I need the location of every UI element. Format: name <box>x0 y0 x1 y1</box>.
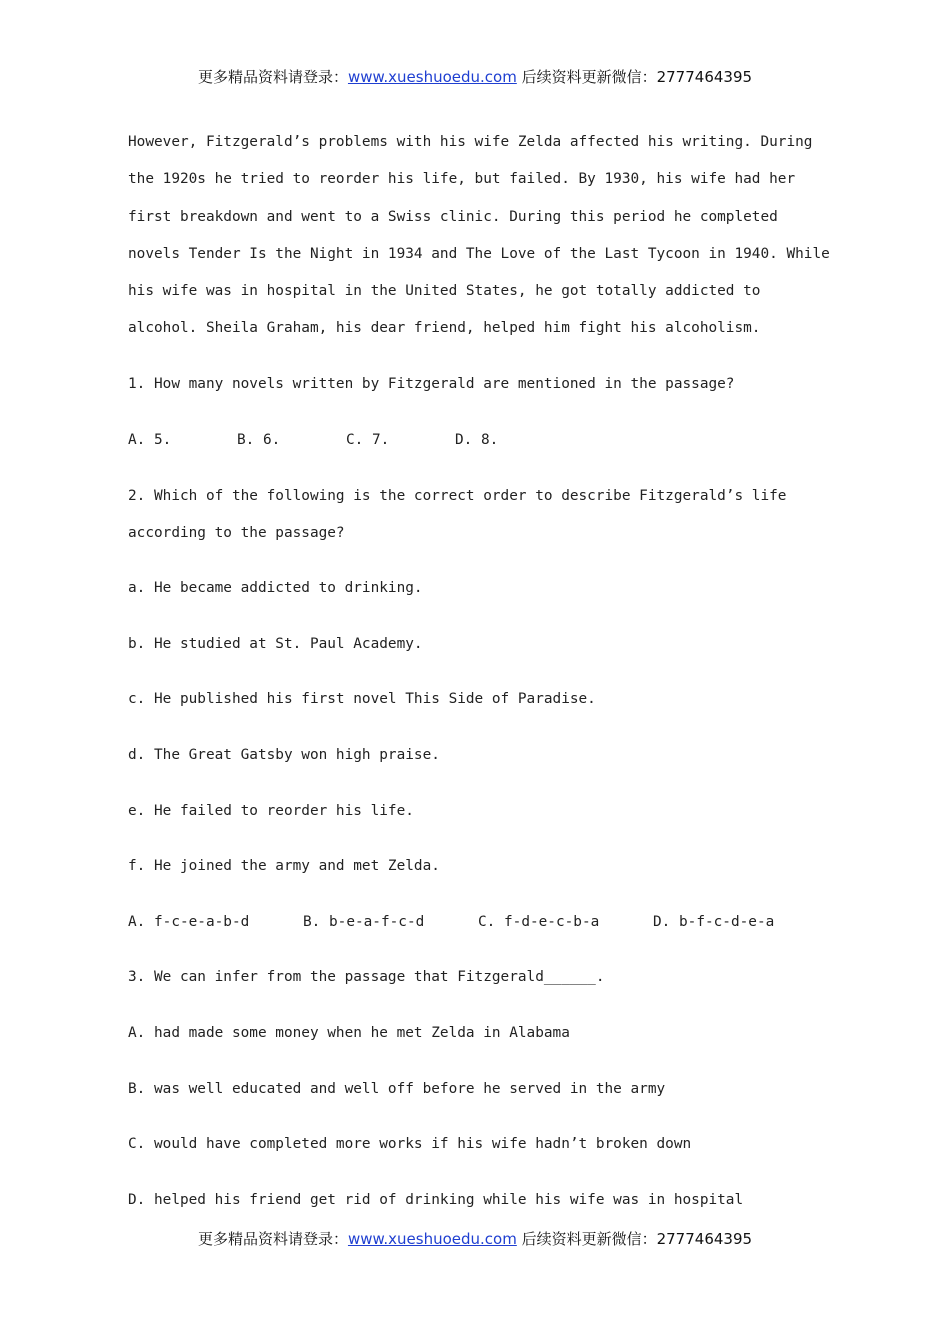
passage-line: the 1920s he tried to reorder his life, but failed. By 1930, his wife had her <box>128 171 796 188</box>
passage-line: first breakdown and went to a Swiss clinic. During this period he completed <box>128 208 778 225</box>
q2-event-c: c. He published his first novel This Side of Paradise. <box>128 691 596 708</box>
passage-line: his wife was in hospital in the United States, he got totally addicted to <box>128 283 761 300</box>
question-1-options <box>128 422 828 459</box>
footer-prefix: 更多精品资料请登录： <box>197 1230 348 1248</box>
footer-suffix: 后续资料更新微信：2777464395 <box>516 1230 753 1248</box>
q3-option-c: C. would have completed more works if his wife hadn’t broken down <box>128 1136 692 1153</box>
q1-option-b: B. 6. <box>237 431 281 448</box>
passage-line: However, Fitzgerald’s problems with his wife Zelda affected his writing. During <box>128 134 813 150</box>
q3-option-b: B. was well educated and well off before he served in the army <box>128 1080 666 1097</box>
q1-option-c: C. 7. <box>346 431 390 448</box>
question-2-stem: 2. Which of the following is the correct order to describe Fitzgerald’s life <box>128 487 787 504</box>
question-1-stem: 1. How many novels written by Fitzgerald are mentioned in the passage? <box>128 376 735 393</box>
q3-option-a: A. had made some money when he met Zelda in Alabama <box>128 1024 570 1041</box>
passage-line: alcohol. Sheila Graham, his dear friend, helped him fight his alcoholism. <box>128 320 761 337</box>
q2-event-d: d. The Great Gatsby won high praise. <box>128 746 440 763</box>
question-3-stem: 3. We can infer from the passage that Fitzgerald______. <box>128 969 605 986</box>
q2-event-f: f. He joined the army and met Zelda. <box>128 858 440 875</box>
q2-option-d: D. b-f-c-d-e-a <box>653 913 775 930</box>
header-suffix: 后续资料更新微信：2777464395 <box>516 68 753 86</box>
q3-option-d: D. helped his friend get rid of drinking while his wife was in hospital <box>128 1191 744 1208</box>
q2-event-a: a. He became addicted to drinking. <box>128 580 423 597</box>
footer-site-link[interactable]: www.xueshuoedu.com <box>347 1230 517 1248</box>
footer-banner <box>0 1228 950 1249</box>
q2-option-b: B. b-e-a-f-c-d <box>303 913 425 930</box>
question-2-stem-cont: according to the passage? <box>128 524 345 541</box>
header-banner <box>0 66 950 87</box>
q2-option-a: A. f-c-e-a-b-d <box>128 913 250 930</box>
q2-event-e: e. He failed to reorder his life. <box>128 802 414 819</box>
header-site-link[interactable]: www.xueshuoedu.com <box>347 68 517 86</box>
q2-option-c: C. f-d-e-c-b-a <box>478 913 600 930</box>
document-body <box>128 124 828 1219</box>
q2-event-b: b. He studied at St. Paul Academy. <box>128 635 423 652</box>
passage-line: novels Tender Is the Night in 1934 and The Love of the Last Tycoon in 1940. While <box>128 245 830 262</box>
q1-option-a: A. 5. <box>128 431 172 448</box>
header-prefix: 更多精品资料请登录： <box>197 68 348 86</box>
reading-passage <box>128 124 828 348</box>
question-2-options <box>128 904 828 941</box>
q1-option-d: D. 8. <box>455 431 499 448</box>
